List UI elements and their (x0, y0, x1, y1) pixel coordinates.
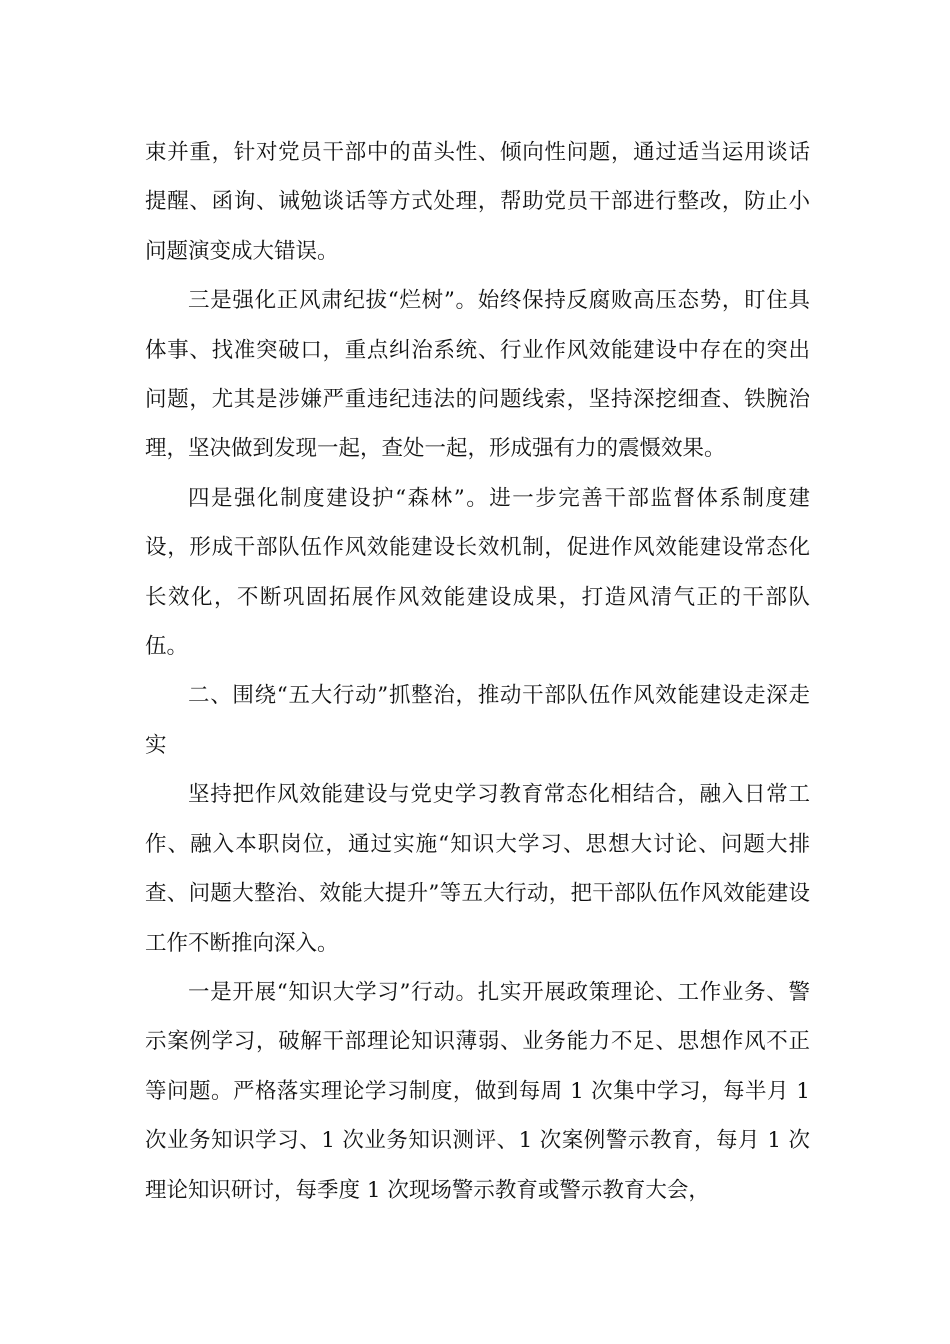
section-heading-two: 二、围绕“五大行动”抓整治，推动干部队伍作风效能建设走深走实 (145, 683, 810, 758)
document-body (145, 128, 810, 1215)
paragraph-point-four: 四是强化制度建设护“森林”。进一步完善干部监督体系制度建设，形成干部队伍作风效能建设长效机制，促进作风效能建设常态化长效化，不断巩固拓展作风效能建设成果，打造风清气正的干部队伍。 (145, 485, 810, 660)
paragraph-point-one: 一是开展“知识大学习”行动。扎实开展政策理论、工作业务、警示案例学习，破解干部理论知识薄弱、业务能力不足、思想作风不正等问题。严格落实理论学习制度，做到每周 1 次集中学习，每半月 1 次业务知识学习、1 次业务知识测评、1 次案例警示教育，每月 1 次理论知识研讨，每季度 1 次现场警示教育或警示教育大会， (145, 979, 810, 1203)
paragraph-point-three: 三是强化正风肃纪拔“烂树”。始终保持反腐败高压态势，盯住具体事、找准突破口，重点纠治系统、行业作风效能建设中存在的突出问题，尤其是涉嫌严重违纪违法的问题线索，坚持深挖细查、铁腕治理，坚决做到发现一起，查处一起，形成强有力的震慑效果。 (145, 288, 810, 462)
paragraph-section-intro: 坚持把作风效能建设与党史学习教育常态化相结合，融入日常工作、融入本职岗位，通过实施“知识大学习、思想大讨论、问题大排查、问题大整治、效能大提升”等五大行动，把干部队伍作风效能建设工作不断推向深入。 (145, 782, 810, 956)
paragraph-continuation: 束并重，针对党员干部中的苗头性、倾向性问题，通过适当运用谈话提醒、函询、诫勉谈话等方式处理，帮助党员干部进行整改，防止小问题演变成大错误。 (145, 140, 810, 264)
